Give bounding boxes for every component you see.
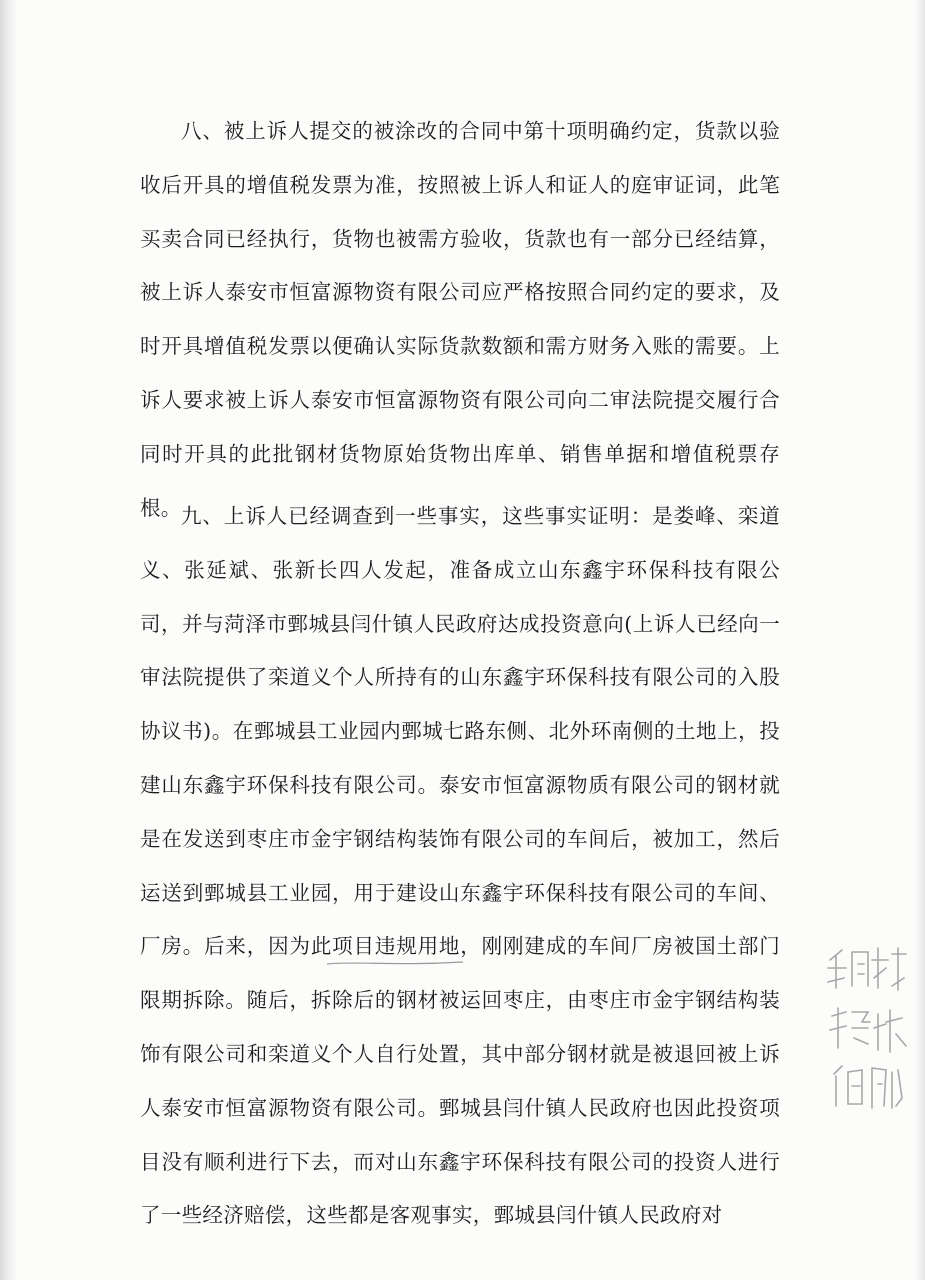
scan-edge-shadow-right [915, 0, 925, 1280]
scan-edge-shadow-left [0, 0, 18, 1280]
paragraph-nine: 九、上诉人已经调查到一些事实，这些事实证明：是娄峰、栾道义、张延斌、张新长四人发起，准备成立山东鑫宇环保科技有限公司，并与菏泽市鄄城县闫什镇人民政府达成投资意向(上诉人已经向一审法院提供了栾道义个人所持有的山东鑫宇环保科技有限公司的入股协议书)。在鄄城县工业园内鄄城七路东侧、北外环南侧的土地上，投建山东鑫宇环保科技有限公司。泰安市恒富源物质有限公司的钢材就是在发送到枣庄市金宇钢结构装饰有限公司的车间后，被加工，然后运送到鄄城县工业园，用于建设山东鑫宇环保科技有限公司的车间、厂房。后来，因为此项目违规用地，刚刚建成的车间厂房被国土部门限期拆除。随后，拆除后的钢材被运回枣庄，由枣庄市金宇钢结构装饰有限公司和栾道义个人自行处置，其中部分钢材就是被退回被上诉人泰安市恒富源物资有限公司。鄄城县闫什镇人民政府也因此投资项目没有顺利进行下去，而对山东鑫宇环保科技有限公司的投资人进行了一些经济赔偿，这些都是客观事实，鄄城县闫什镇人民政府对 [140, 504, 780, 1228]
pencil-underline-mark [325, 958, 465, 968]
handwritten-margin-note [822, 938, 912, 1118]
paragraph-eight: 八、被上诉人提交的被涂改的合同中第十项明确约定，货款以验收后开具的增值税发票为准，按照被上诉人和证人的庭审证词，此笔买卖合同已经执行，货物也被需方验收，货款也有一部分已经结算，被上诉人泰安市恒富源物资有限公司应严格按照合同约定的要求，及时开具增值税发票以便确认实际货款数额和需方财务入账的需要。上诉人要求被上诉人泰安市恒富源物资有限公司向二审法院提交履行合同时开具的此批钢材货物原始货物出库单、销售单据和增值税票存根。 [140, 119, 780, 520]
